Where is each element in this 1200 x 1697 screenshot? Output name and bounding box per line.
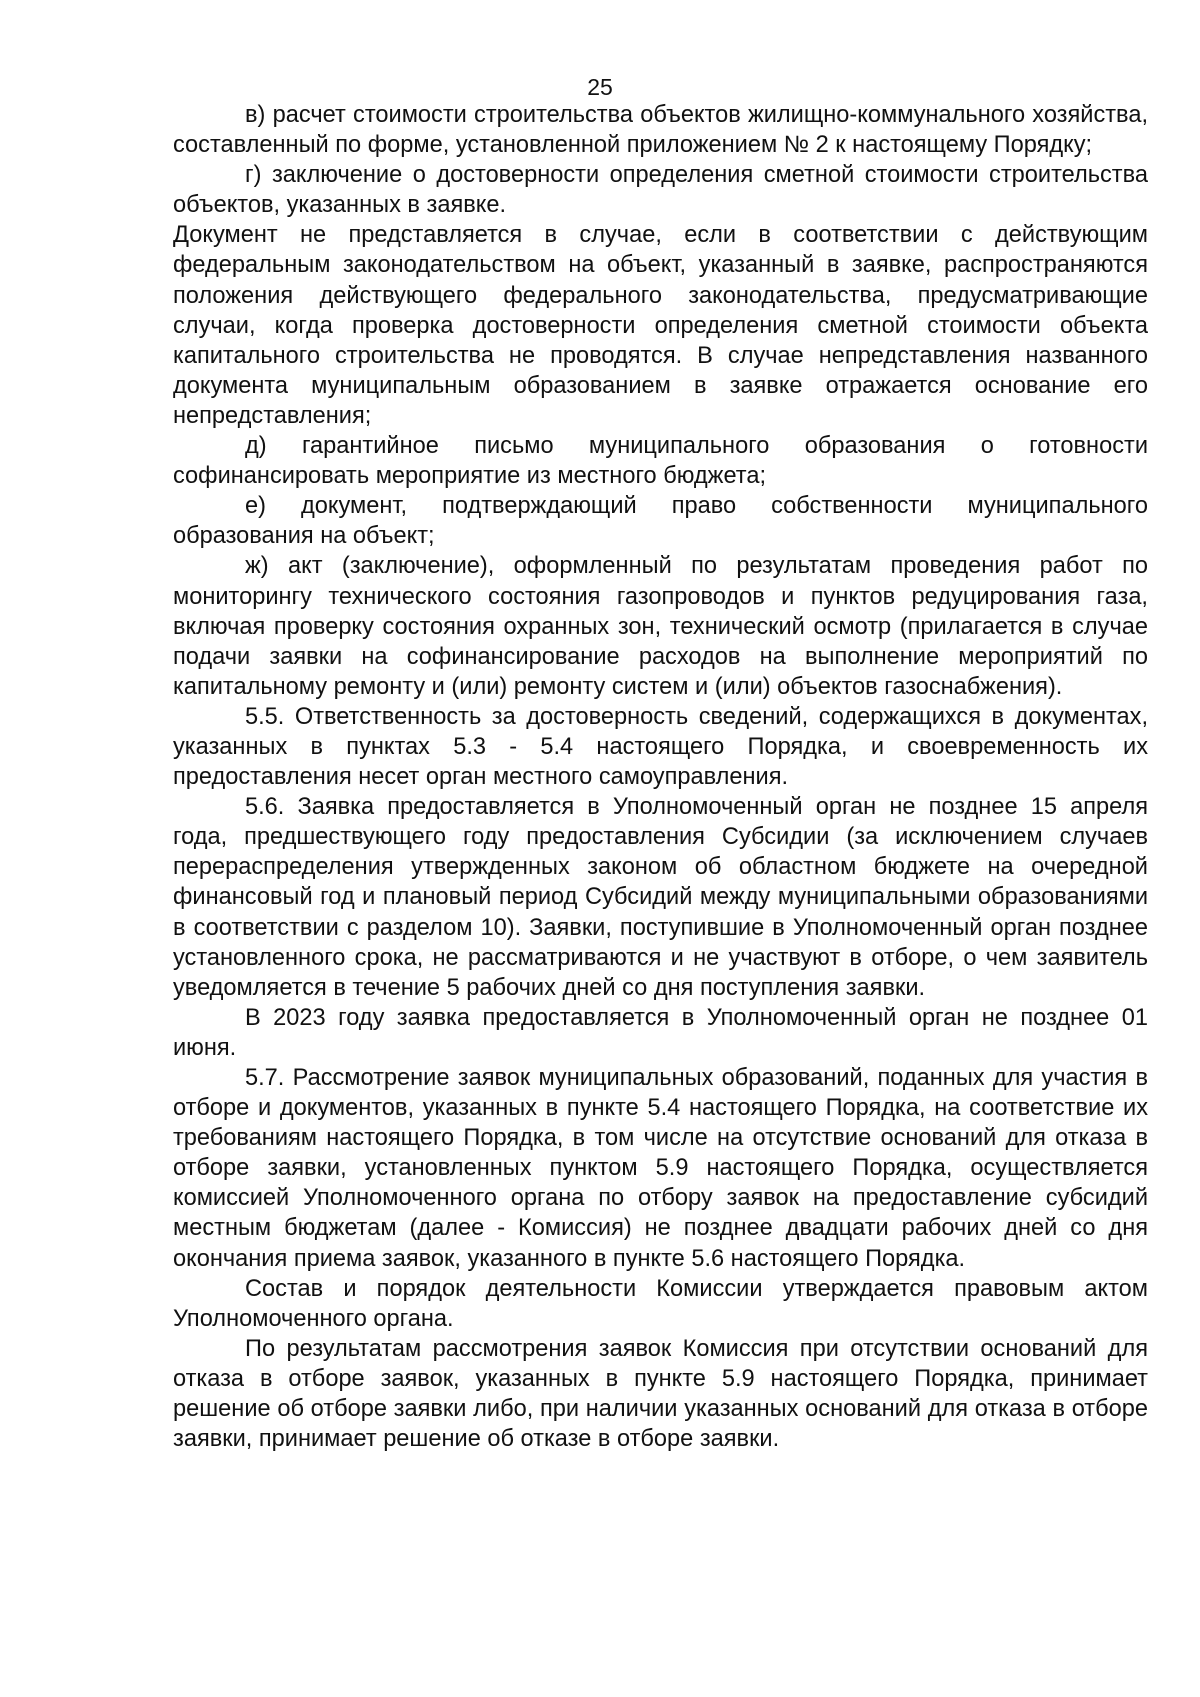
- paragraph-document-exception: Документ не представляется в случае, если в соответствии с действующим федеральным законодательством на объект, указанный в заявке, распространяются положения действующего федерального законодательства, предусматривающие случаи, когда проверка достоверности определения сметной стоимости объекта капитального строительства не проводятся. В случае непредставления названного документа муниципальным образованием в заявке отражается основание его непредставления;: [173, 222, 1148, 429]
- paragraph-commission-decision: По результатам рассмотрения заявок Комиссия при отсутствии оснований для отказа в отборе заявок, указанных в пункте 5.9 настоящего Порядка, принимает решение об отборе заявки либо, при наличии указанных оснований для отказа в отборе заявки, принимает решение об отказе в отборе заявки.: [173, 1335, 1148, 1453]
- paragraph-5-5: 5.5. Ответственность за достоверность сведений, содержащихся в документах, указанных в пунктах 5.3 - 5.4 настоящего Порядка, и своевременность их предоставления несет орган местного самоуправления.: [173, 703, 1148, 791]
- paragraph-5-6: 5.6. Заявка предоставляется в Уполномоченный орган не позднее 15 апреля года, предшествующего году предоставления Субсидии (за исключением случаев перераспределения утвержденных законом об областном бюджете на очередной финансовый год и плановый период Субсидий между муниципальными образованиями в соответствии с разделом 10). Заявки, поступившие в Уполномоченный орган позднее установленного срока, не рассматриваются и не участвуют в отборе, о чем заявитель уведомляется в течение 5 рабочих дней со дня поступления заявки.: [173, 794, 1148, 1001]
- paragraph-item-v: в) расчет стоимости строительства объектов жилищно-коммунального хозяйства, составленный по форме, установленной приложением № 2 к настоящему Порядку;: [173, 102, 1148, 159]
- page-number: 25: [587, 74, 613, 100]
- document-body: [173, 100, 1148, 1454]
- paragraph-2023-deadline: В 2023 году заявка предоставляется в Уполномоченный орган не позднее 01 июня.: [173, 1004, 1148, 1061]
- paragraph-item-zh: ж) акт (заключение), оформленный по результатам проведения работ по мониторингу технического состояния газопроводов и пунктов редуцирования газа, включая проверку состояния охранных зон, технический осмотр (прилагается в случае подачи заявки на софинансирование расходов на выполнение мероприятий по капитальному ремонту и (или) ремонту систем и (или) объектов газоснабжения).: [173, 553, 1148, 700]
- paragraph-5-7: 5.7. Рассмотрение заявок муниципальных образований, поданных для участия в отборе и документов, указанных в пункте 5.4 настоящего Порядка, на соответствие их требованиям настоящего Порядка, в том числе на отсутствие оснований для отказа в отборе заявки, установленных пунктом 5.9 настоящего Порядка, осуществляется комиссией Уполномоченного органа по отбору заявок на предоставление субсидий местным бюджетам (далее - Комиссия) не позднее двадцати рабочих дней со дня окончания приема заявок, указанного в пункте 5.6 настоящего Порядка.: [173, 1065, 1148, 1272]
- paragraph-item-e: е) документ, подтверждающий право собственности муниципального образования на объект;: [173, 493, 1148, 550]
- paragraph-item-g: г) заключение о достоверности определения сметной стоимости строительства объектов, указанных в заявке.: [173, 162, 1148, 219]
- paragraph-commission-composition: Состав и порядок деятельности Комиссии утверждается правовым актом Уполномоченного органа.: [173, 1275, 1148, 1332]
- paragraph-item-d: д) гарантийное письмо муниципального образования о готовности софинансировать мероприятие из местного бюджета;: [173, 433, 1148, 490]
